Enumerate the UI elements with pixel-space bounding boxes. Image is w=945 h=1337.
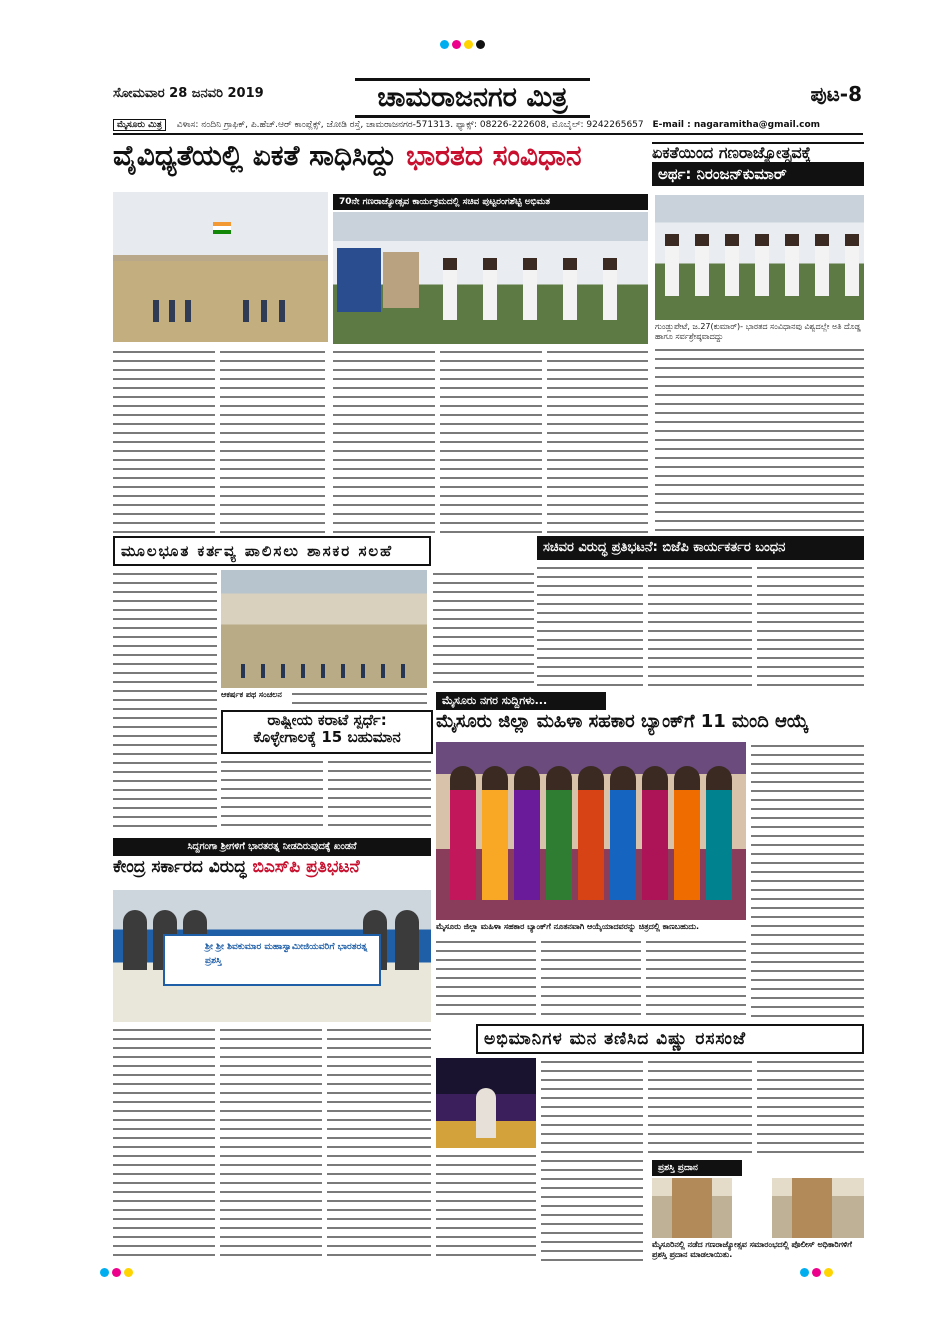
duties-body-column-2 bbox=[292, 690, 427, 708]
vishnu-body-column-2 bbox=[541, 1058, 643, 1262]
mysuru-body-column-1 bbox=[436, 938, 536, 1020]
womens-bank-photo bbox=[436, 742, 746, 920]
duties-headline: ಮೂಲಭೂತ ಕರ್ತವ್ಯ ಪಾಲಿಸಲು ಶಾಸಕರ ಸಲಹೆ bbox=[113, 536, 431, 566]
lead-body-column-2 bbox=[220, 348, 325, 533]
unity-ceremony-photo bbox=[655, 195, 864, 320]
unity-body-column-1 bbox=[655, 346, 864, 534]
bsp-body-column-1 bbox=[113, 1026, 215, 1262]
unity-headline-box bbox=[652, 142, 864, 192]
mysuru-body-column-right bbox=[751, 742, 864, 972]
bsp-headline-red: ಬಿಎಸ್‌ಪಿ ಪ್ರತಿಭಟನೆ bbox=[252, 858, 360, 877]
ambedkar-portrait bbox=[337, 248, 381, 312]
lead-body-column-4 bbox=[440, 348, 542, 533]
unity-headline-line2: ಅರ್ಥ: ನಿರಂಜನ್‌ಕುಮಾರ್ bbox=[652, 162, 864, 186]
duties-body-column-1 bbox=[113, 570, 217, 832]
lead-headline-black: ವೈವಿಧ್ಯತೆಯಲ್ಲಿ ಏಕತೆ ಸಾಧಿಸಿದ್ದು bbox=[113, 140, 397, 172]
registration-mark-cyan bbox=[800, 1268, 809, 1277]
ground-photo-caption: ಆಕರ್ಷಕ ಪಥ ಸಂಚಲನ bbox=[221, 690, 282, 699]
karate-headline-line1: ರಾಷ್ಟ್ರೀಯ ಕರಾಟೆ ಸ್ಪರ್ಧೆ: bbox=[267, 712, 387, 729]
bsp-body-column-2 bbox=[220, 1026, 322, 1262]
registration-mark-magenta bbox=[812, 1268, 821, 1277]
parade-ground-photo bbox=[221, 570, 427, 688]
info-bar bbox=[113, 117, 863, 135]
bjp-body-column-3 bbox=[757, 564, 864, 688]
unity-headline-line1: ಏಕತೆಯಿಂದ ಗಣರಾಜ್ಯೋತ್ಸವಕ್ಕೆ bbox=[652, 144, 811, 162]
bjp-protest-headline: ಸಚಿವರ ವಿರುದ್ಧ ಪ್ರತಿಭಟನೆ: ಬಿಜೆಪಿ ಕಾರ್ಯಕರ್ತರ ಬಂಧನ bbox=[537, 536, 864, 560]
registration-mark-cyan bbox=[440, 40, 449, 49]
lead-body-column-5 bbox=[547, 348, 648, 533]
protest-banner-text: ಶ್ರೀ ಶ್ರೀ ಶಿವಕುಮಾರ ಮಹಾಸ್ವಾಮೀಜಿಯವರಿಗೆ ಭಾರತರತ್ನ ಪ್ರಶಸ್ತಿ bbox=[205, 942, 368, 966]
lead-headline-red: ಭಾರತದ ಸಂವಿಧಾನ bbox=[406, 140, 582, 172]
registration-mark-cyan bbox=[100, 1268, 109, 1277]
protest-banner bbox=[163, 934, 381, 986]
registration-mark-black bbox=[476, 40, 485, 49]
vishnu-body-column-3 bbox=[648, 1058, 752, 1158]
vishnu-headline: ಅಭಿಮಾನಿಗಳ ಮನ ತಣಿಸಿದ ವಿಷ್ಣು ರಸಸಂಜೆ bbox=[476, 1024, 864, 1054]
page-number: ಪುಟ-8 bbox=[810, 82, 862, 106]
registration-mark-yellow bbox=[124, 1268, 133, 1277]
karate-article-box bbox=[221, 710, 433, 754]
office-address: ವಿಳಾಸ: ನಂದಿನಿ ಗ್ರಾಫಿಕ್, ಪಿ.ಹೆಚ್.ಆರ್ ಕಾಂಪ್ಲೆಕ್ಸ್, ಜೋಡಿ ರಸ್ತೆ, ಚಾಮರಾಜನಗರ-571313. ಫ್ಯಾಕ್ಸ್: 08226-222608, ಮೊಬೈಲ್: 9242265657 bbox=[176, 120, 644, 130]
bsp-body-column-3 bbox=[327, 1026, 431, 1262]
concert-photo bbox=[436, 1058, 536, 1148]
email-address: E-mail : nagaramitha@gmail.com bbox=[652, 120, 821, 130]
bsp-kicker: ಸಿದ್ದಗಂಗಾ ಶ್ರೀಗಳಿಗೆ ಭಾರತರತ್ನ ನೀಡದಿರುವುದಕ್ಕೆ ಖಂಡನೆ bbox=[113, 838, 431, 856]
bsp-headline-black: ಕೇಂದ್ರ ಸರ್ಕಾರದ ವಿರುದ್ಧ bbox=[113, 858, 247, 877]
duties-body-column-3 bbox=[433, 570, 534, 688]
bjp-body-column-1 bbox=[537, 564, 643, 688]
vishnu-body-column-4 bbox=[757, 1058, 864, 1158]
lead-photo-banner: 70ನೇ ಗಣರಾಜ್ಯೋತ್ಸವ ಕಾರ್ಯಕ್ರಮದಲ್ಲಿ ಸಚಿವ ಪುಟ್ಟರಂಗಶೆಟ್ಟಿ ಅಭಿಮತ bbox=[333, 194, 648, 210]
mysuru-body-column-2 bbox=[541, 938, 641, 1020]
lead-body-column-3 bbox=[333, 348, 435, 533]
parade-photo bbox=[113, 192, 328, 342]
portrait bbox=[383, 252, 419, 308]
registration-mark-magenta bbox=[112, 1268, 121, 1277]
vishnu-body-column-1 bbox=[436, 1152, 536, 1262]
unity-photo-caption: ಗುಂಡ್ಲುಪೇಟೆ, ಜ.27(ಕುಮಾರ್)- ಭಾರತದ ಸಂವಿಧಾನವು ವಿಶ್ವದಲ್ಲೇ ಅತಿ ದೊಡ್ಡ ಹಾಗೂ ಸರ್ವಶ್ರೇಷ್ಠವಾದದ್ದು bbox=[655, 322, 861, 341]
ceremony-photo bbox=[333, 212, 648, 344]
bsp-headline bbox=[113, 858, 431, 886]
karate-headline-line2: ಕೊಳ್ಳೇಗಾಲಕ್ಕೆ 15 ಬಹುಮಾನ bbox=[253, 729, 401, 747]
issue-date: ಸೋಮವಾರ 28 ಜನವರಿ 2019 bbox=[113, 86, 264, 101]
mysuru-headline: ಮೈಸೂರು ಜಿಲ್ಲಾ ಮಹಿಳಾ ಸಹಕಾರ ಬ್ಯಾಂಕ್‌ಗೆ 11 ಮಂದಿ ಆಯ್ಕೆ bbox=[436, 712, 809, 732]
lead-body-column-1 bbox=[113, 348, 215, 533]
singer-figure bbox=[476, 1088, 496, 1138]
award-caption: ಮೈಸೂರಿನಲ್ಲಿ ನಡೆದ ಗಣರಾಜ್ಯೋತ್ಸವ ಸಮಾರಂಭದಲ್ಲಿ ಪೊಲೀಸ್ ಅಧಿಕಾರಿಗಳಿಗೆ ಪ್ರಶಸ್ತಿ ಪ್ರದಾನ ಮಾಡಲಾಯಿತು. bbox=[652, 1240, 852, 1259]
registration-mark-yellow bbox=[824, 1268, 833, 1277]
karate-body-column-2 bbox=[328, 758, 431, 832]
national-flag-icon bbox=[213, 222, 231, 234]
bsp-protest-photo bbox=[113, 890, 431, 1022]
bjp-body-column-2 bbox=[648, 564, 752, 688]
newspaper-title: ಚಾಮರಾಜನಗರ ಮಿತ್ರ bbox=[355, 78, 590, 118]
mysuru-photo-caption: ಮೈಸೂರು ಜಿಲ್ಲಾ ಮಹಿಳಾ ಸಹಕಾರ ಬ್ಯಾಂಕ್‌ಗೆ ನೂತನವಾಗಿ ಆಯ್ಕೆಯಾದವರನ್ನು ಚಿತ್ರದಲ್ಲಿ ಕಾಣಬಹುದು. bbox=[436, 922, 700, 931]
award-section-tag: ಪ್ರಶಸ್ತಿ ಪ್ರದಾನ bbox=[652, 1160, 742, 1176]
registration-mark-yellow bbox=[464, 40, 473, 49]
mysuru-body-column-3 bbox=[646, 938, 746, 1020]
award-ceremony-photo bbox=[652, 1178, 864, 1238]
karate-body-column-1 bbox=[221, 758, 323, 832]
lead-headline bbox=[113, 140, 648, 186]
mysuru-body-column-4 bbox=[751, 976, 864, 1020]
edition-tag: ಮೈಸೂರು ಮಿತ್ರ bbox=[113, 119, 166, 131]
registration-mark-magenta bbox=[452, 40, 461, 49]
mysuru-section-tag: ಮೈಸೂರು ನಗರ ಸುದ್ದಿಗಳು... bbox=[436, 692, 606, 710]
